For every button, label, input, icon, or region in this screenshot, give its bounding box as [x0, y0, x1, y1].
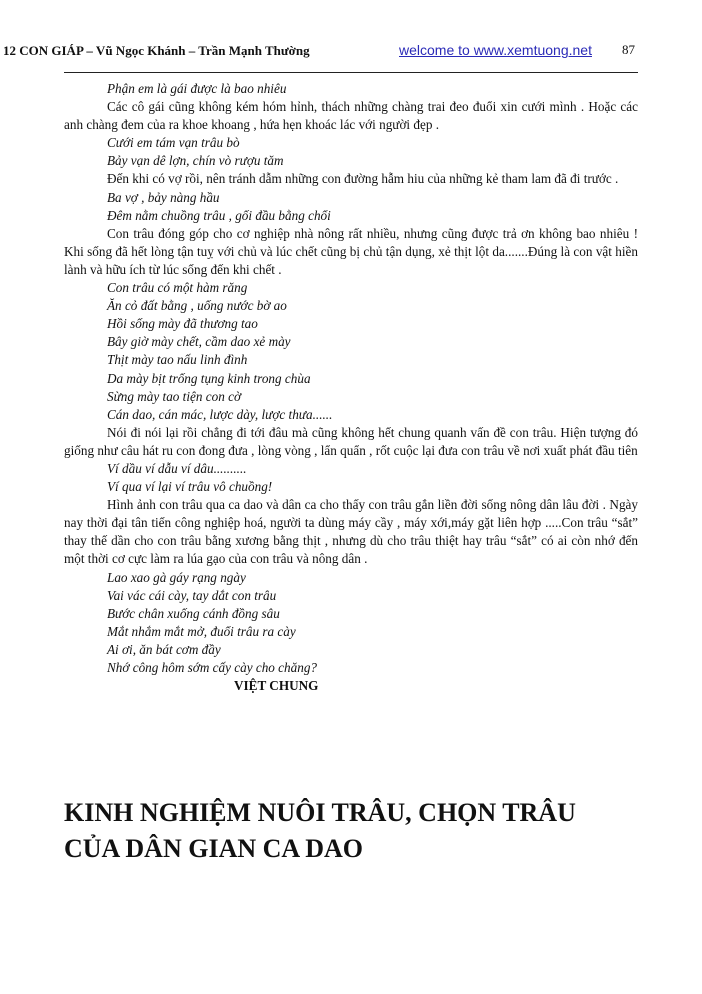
- body-paragraph: Hình ảnh con trâu qua ca dao và dân ca cho thấy con trâu gắn liền đời sống nông dân lâu đời . Ngày nay thời đại tân tiến công nghiệp hoá, người ta dùng máy cầy , máy xới,máy gặt liên hợp .....Con trâu “sắt” thay thế dần cho con trâu bằng xương bằng thịt , nhưng dù cho trâu thiệt hay trâu “sắt” có ai còn nhớ đến một thời cơ cực làm ra lúa gạo của con trâu và nông dân .: [64, 497, 638, 567]
- page-number: 87: [622, 42, 635, 57]
- verse-line: Cưới em tám vạn trâu bò: [107, 135, 240, 151]
- verse-line: Bước chân xuống cánh đồng sâu: [107, 605, 280, 621]
- verse-line: Ăn cỏ đất bằng , uống nước bờ ao: [107, 298, 287, 314]
- body-paragraph: Nói đi nói lại rồi chẳng đi tới đâu mà cũng không hết chung quanh vấn đề con trâu. Hiện tượng đó giống như câu hát ru con đong đưa , lòng vòng , lẩn quẩn , rốt cuộc lại đưa con trâu về nơi xuất phát đầu tiên: [64, 424, 638, 458]
- verse-line: Ai ơi, ăn bát cơm đầy: [107, 641, 221, 657]
- body-paragraph: Con trâu đóng góp cho cơ nghiệp nhà nông rất nhiều, nhưng cũng được trả ơn không bao nhiêu ! Khi sống đã hết lòng tận tuỵ với chủ và lúc chết cũng bị chủ tận dụng, xẻ thịt lột da.......Đúng là con vật hiền lành và hữu ích từ lúc sống đến khi chết .: [64, 225, 638, 277]
- verse-line: Ví qua ví lại ví trâu vô chuồng!: [107, 479, 273, 495]
- body-paragraph: Đến khi có vợ rồi, nên tránh dẫm những con đường hẫm hiu của những kẻ tham lam đã đi trước .: [107, 171, 619, 187]
- verse-line: Phận em là gái được là bao nhiêu: [107, 81, 287, 96]
- verse-line: Da mày bịt trống tụng kinh trong chùa: [107, 370, 311, 386]
- verse-line: Vai vác cái cày, tay dắt con trâu: [107, 587, 277, 603]
- verse-line: Bảy vạn dê lợn, chín vò rượu tăm: [107, 153, 284, 169]
- running-header-title: 12 CON GIÁP – Vũ Ngọc Khánh – Trần Mạnh Thường: [3, 43, 310, 58]
- verse-line: Mắt nhắm mắt mở, đuổi trâu ra cày: [107, 623, 296, 639]
- document-body: [64, 80, 638, 695]
- verse-line: Hồi sống mày đã thương tao: [107, 316, 258, 332]
- verse-line: Cán dao, cán mác, lược dày, lược thưa......: [107, 406, 333, 422]
- verse-line: Ví dầu ví dẫu ví dâu..........: [107, 460, 247, 476]
- verse-line: Ba vợ , bảy nàng hầu: [107, 189, 220, 205]
- header-divider: [64, 72, 638, 73]
- verse-line: Nhớ công hôm sớm cấy cày cho chăng?: [107, 660, 318, 675]
- verse-line: Con trâu có một hàm răng: [107, 280, 248, 296]
- verse-line: Lao xao gà gáy rạng ngày: [107, 569, 246, 585]
- section-heading: [64, 795, 664, 867]
- verse-line: Bây giờ mày chết, cầm dao xẻ mày: [107, 334, 291, 350]
- body-paragraph: Các cô gái cũng không kém hóm hỉnh, thách những chàng trai đeo đuổi xin cưới mình . Hoặc các anh chàng đem của ra khoe khoang , hứa hẹn khoác lác với người đẹp .: [64, 99, 638, 133]
- author-signature: VIỆT CHUNG: [234, 678, 319, 694]
- website-link[interactable]: welcome to www.xemtuong.net: [399, 42, 592, 58]
- verse-line: Đêm nằm chuồng trâu , gối đầu bằng chổi: [107, 207, 331, 223]
- verse-line: Sừng mày tao tiện con cờ: [107, 388, 241, 404]
- section-heading-line-2: CỦA DÂN GIAN CA DAO: [64, 834, 364, 863]
- section-heading-line-1: KINH NGHIỆM NUÔI TRÂU, CHỌN TRÂU: [64, 798, 576, 827]
- verse-line: Thịt mày tao nấu linh đình: [107, 352, 248, 368]
